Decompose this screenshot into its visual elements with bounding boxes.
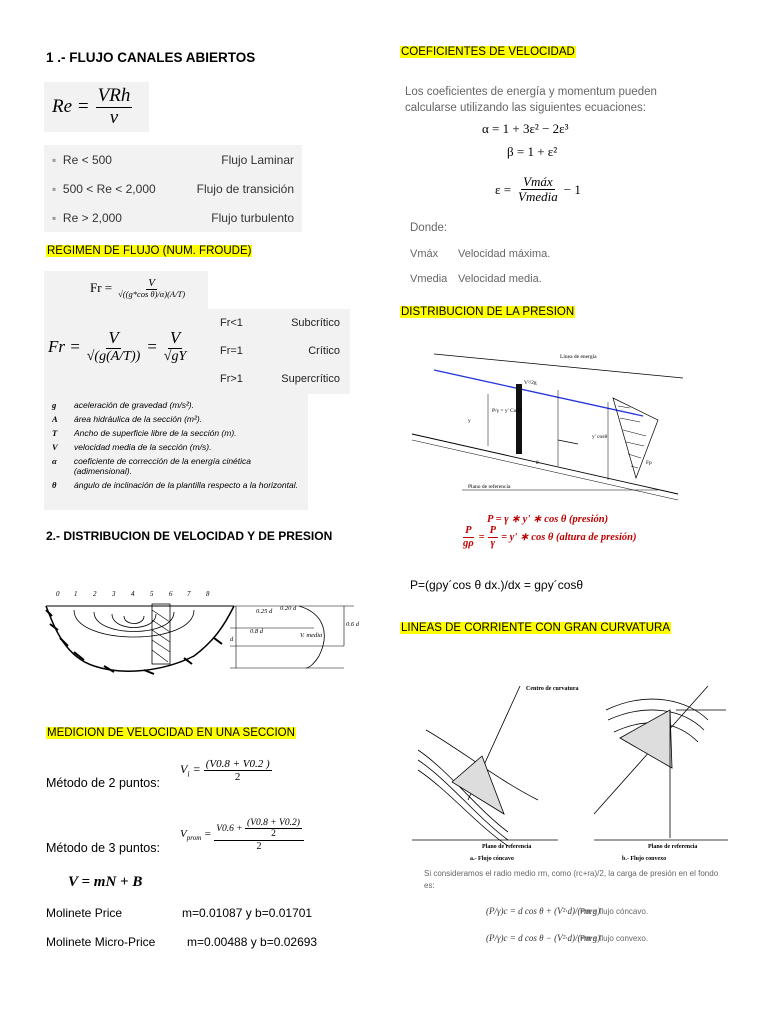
froude-big-den2: √gY: [163, 348, 187, 364]
hatched-strip: [152, 604, 170, 664]
froude-box: [44, 271, 208, 394]
regime-label: Flujo turbulento: [211, 210, 294, 225]
def-vmedia-text: Velocidad media.: [458, 273, 542, 285]
epsilon-den: Vmedia: [518, 189, 558, 205]
regime-cond: ▪ Re > 2,000: [52, 210, 122, 225]
reynolds-fraction: [96, 86, 133, 129]
pressure-triangle: [613, 398, 658, 478]
froude-small-formula: [90, 277, 187, 299]
tick-label: 3: [112, 590, 116, 598]
definition-row: θ ángulo de inclinación de la plantilla respecto a la horizontal.: [52, 480, 298, 490]
heading-distribucion: 2.- DISTRIBUCION DE VELOCIDAD Y DE PRESION: [46, 529, 333, 543]
regime-row: [44, 174, 302, 203]
caption-convex: b.- Flujo convexo: [622, 856, 667, 862]
donde-label: Donde:: [410, 222, 448, 234]
piezometer: [516, 384, 522, 454]
froude-big-den: √(g(A/T)): [86, 348, 141, 364]
froude-big-eq: =: [146, 336, 158, 356]
froude-big-num: V: [108, 328, 119, 347]
def-vmax-sym: Vmáx: [410, 248, 439, 260]
def-vmedia-sym: Vmedia: [410, 273, 448, 285]
alpha-equation: α = 1 + 3ε² − 2ε³: [482, 121, 569, 136]
strip-hatch: [152, 610, 170, 662]
tick-label: 6: [169, 590, 173, 598]
heading-medicion: MEDICION DE VELOCIDAD EN UNA SECCION: [47, 727, 295, 739]
froude-label: Supercrítico: [281, 373, 340, 385]
froude-small-fraction: [116, 277, 187, 299]
regime-cond: ▪ 500 < Re < 2,000: [52, 181, 156, 196]
pressure-diagram: [408, 346, 690, 504]
reynolds-formula: [44, 82, 149, 132]
label-ref: Plano de referencia: [468, 484, 511, 490]
channel-bed: [46, 606, 234, 671]
tick-label: 5: [150, 590, 154, 598]
label-plano-a: Plano de referencia: [482, 844, 532, 850]
tick-label: 7: [187, 590, 191, 598]
velocity-section-diagram: [44, 586, 364, 696]
isovel-3: [112, 614, 156, 628]
presion-eq2: $\frac{P}{g\rho}$ = $\frac{P}{\gamma}$ = y' ∗ cos θ (altura de presión): [463, 525, 637, 549]
froude-definitions: [44, 394, 308, 510]
froude-label: Subcrítico: [291, 317, 340, 329]
label-plano-b: Plano de referencia: [648, 844, 698, 850]
label-020d: 0.20 d: [280, 605, 297, 612]
isovel-4: [124, 616, 144, 624]
concave-flow: [412, 686, 558, 846]
lineas-eq1-label: Para flujo cóncavo.: [580, 907, 649, 916]
tick-label: 8: [206, 590, 210, 598]
presion-eq1: P = γ ∗ y' ∗ cos θ (presión): [487, 514, 609, 525]
label-centro: Centro de curvatura: [526, 686, 579, 692]
froude-big-num2: V: [169, 328, 181, 347]
froude-row: [208, 309, 350, 337]
reynolds-regimes: [44, 145, 302, 232]
energy-line: [434, 354, 683, 378]
regime-row: [44, 203, 302, 232]
heading-flujo-canales: 1 .- FLUJO CANALES ABIERTOS: [46, 50, 256, 65]
metodo-2-lhs: $V_i$ =: [180, 762, 204, 779]
presion-eq2-frac1: $\frac{P}{g\rho}$: [463, 525, 474, 549]
reynolds-den: ν: [109, 106, 119, 128]
presion-eq2-frac2: $\frac{P}{\gamma}$: [489, 525, 497, 549]
froude-big-lhs: Fr =: [48, 336, 81, 356]
regime-cond: ▪ Re < 500: [52, 152, 112, 167]
froude-row: [208, 337, 350, 365]
metodo-3-label: Método de 3 puntos:: [46, 841, 160, 855]
froude-small-lhs: Fr =: [90, 280, 113, 296]
froude-big-fraction: [85, 329, 143, 364]
epsilon-fraction: [516, 175, 560, 205]
label-pgamma: P/γ = y' Cosθ: [492, 408, 522, 414]
tick-label: 2: [93, 590, 97, 598]
channel-bottom: [412, 434, 678, 494]
label-06d: 0.6 d: [346, 621, 359, 628]
heading-presion: DISTRIBUCION DE LA PRESION: [401, 306, 575, 318]
froude-cond: Fr>1: [220, 373, 243, 385]
froude-row: [208, 365, 350, 393]
label-energia: Línea de energía: [560, 354, 597, 360]
molinete-micro-name: Molinete Micro-Price: [46, 935, 156, 949]
metodo-2-fraction: [204, 758, 272, 783]
metodo-3-num: V0.6 + $\frac{(V0.8 + V0.2)}{2}$: [214, 818, 304, 841]
tick-label: 4: [131, 590, 135, 598]
reynolds-lhs: Re =: [52, 96, 90, 117]
froude-small-num: V: [148, 277, 155, 289]
definition-row: V velocidad media de la sección (m/s).: [52, 442, 212, 452]
heading-coeficientes: COEFICIENTES DE VELOCIDAD: [401, 46, 575, 58]
vmnb-formula: V = mN + B: [68, 874, 143, 890]
label-vmedia: V. media: [300, 632, 323, 639]
definition-row: g aceleración de gravedad (m/s²).: [52, 400, 195, 410]
definition-row: A área hidráulica de la sección (m²).: [52, 414, 203, 424]
caption-concave: a.- Flujo cóncavo: [470, 856, 514, 862]
velocity-arrow: [558, 440, 578, 444]
froude-small-den: √((g*cos θ)/α)(A/T): [118, 289, 186, 300]
water-surface-line: [434, 370, 643, 416]
metodo-2-formula: [180, 758, 272, 783]
channel-bottom-2: [412, 440, 678, 500]
coef-paragraph: Los coeficientes de energía y momentum pueden calcularse utilizando las siguientes ecuaciones:: [405, 86, 657, 114]
label-d: d: [230, 636, 234, 643]
metodo-3-den: 2: [256, 840, 262, 852]
froude-big-fraction2: [162, 329, 188, 364]
epsilon-rhs: − 1: [563, 181, 581, 197]
metodo-2-num: (V0.8 + V0.2 ): [205, 758, 270, 770]
lineas-paragraph: Si consideramos el radio medio rm, como (rc+ra)/2, la carga de presión en el fondo es:: [424, 869, 719, 890]
definition-row: α coeficiente de corrección de la energía cinética (adimensional).: [52, 456, 252, 476]
metodo-2-den: 2: [234, 771, 241, 784]
definition-row: T Ancho de superficie libre de la sección (m).: [52, 428, 237, 438]
beta-equation: β = 1 + ε²: [507, 144, 558, 159]
molinete-price-name: Molinete Price: [46, 906, 123, 920]
froude-table: [208, 309, 350, 394]
regime-label: Flujo de transición: [196, 181, 294, 196]
label-fp: Fp: [646, 460, 652, 466]
froude-cond: Fr<1: [220, 317, 243, 329]
metodo-2-label: Método de 2 puntos:: [46, 776, 160, 790]
metodo-3-formula: [180, 818, 304, 852]
label-025d: 0.25 d: [256, 608, 273, 615]
bed-hatching: [46, 610, 222, 674]
reynolds-num: VRh: [97, 84, 131, 106]
streamline-diagram: [408, 660, 738, 868]
lineas-eq2-label: Para flujo convexo.: [580, 934, 649, 943]
epsilon-lhs: ε =: [495, 181, 512, 197]
epsilon-equation: [495, 175, 581, 205]
label-theta: θ: [536, 460, 539, 466]
regime-row: [44, 145, 302, 174]
regime-label: Flujo Laminar: [221, 152, 294, 167]
label-y: y: [468, 418, 471, 424]
label-ycos: y' cosθ: [592, 434, 608, 440]
froude-label: Crítico: [308, 345, 340, 357]
isovel-2: [94, 612, 174, 632]
label-08d: 0.8 d: [250, 628, 263, 635]
metodo-3-lhs: $V_{prom}$ =: [180, 827, 215, 843]
tick-label: 1: [74, 590, 78, 598]
heading-froude: REGIMEN DE FLUJO (NUM. FROUDE): [47, 245, 252, 257]
molinete-price-value: m=0.01087 y b=0.01701: [182, 906, 313, 920]
presion-eq3: P=(gρy´cos θ dx.)/dx = gρy´cosθ: [410, 578, 584, 592]
froude-big-formula: [48, 329, 188, 364]
tick-label: 0: [56, 590, 60, 598]
convex-flow: [594, 686, 728, 840]
metodo-3-inner-fraction: $\frac{(V0.8 + V0.2)}{2}$: [247, 818, 300, 840]
molinete-micro-value: m=0.00488 y b=0.02693: [187, 935, 318, 949]
lineas-eq1: (P/γ)c = d cos θ + (V²·d)/(rm·g): [486, 906, 601, 916]
metodo-3-fraction: [214, 818, 304, 852]
epsilon-num: Vmáx: [523, 174, 553, 189]
heading-lineas: LINEAS DE CORRIENTE CON GRAN CURVATURA: [401, 622, 671, 634]
label-vsq: V²/2g: [524, 380, 537, 386]
froude-cond: Fr=1: [220, 345, 243, 357]
lineas-eq2: (P/γ)c = d cos θ − (V²·d)/(rm·g): [486, 933, 601, 943]
def-vmax-text: Velocidad máxima.: [458, 248, 551, 260]
